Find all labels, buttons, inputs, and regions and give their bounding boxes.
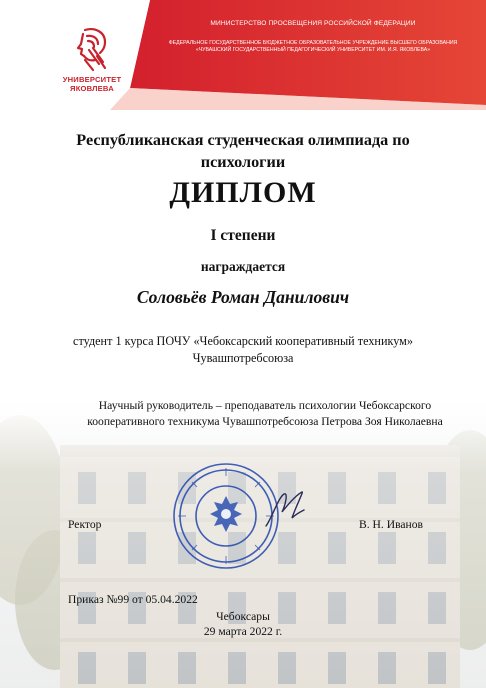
diploma-heading: ДИПЛОМ <box>169 176 317 209</box>
issue-date: 29 марта 2022 г. <box>203 625 283 638</box>
logo-line-2: ЯКОВЛЕВА <box>70 84 114 93</box>
student-line-1: студент 1 курса ПОЧУ «Чебоксарский кооперативный техникум» <box>73 334 413 348</box>
supervisor-line-1: Научный руководитель – преподаватель психологии Чебоксарского <box>98 399 432 412</box>
issue-place-date <box>0 609 486 639</box>
supervisor-line-2: кооперативного техникума Чувашпотребсоюза Петрова Зоя Николаевна <box>87 415 443 428</box>
rector-label: Ректор <box>68 518 102 531</box>
winner-name: Соловьёв Роман Данилович <box>136 287 350 307</box>
order-reference: Приказ №99 от 05.04.2022 <box>68 593 198 606</box>
ministry-title: МИНИСТЕРСТВО ПРОСВЕЩЕНИЯ РОССИЙСКОЙ ФЕДЕРАЦИИ <box>210 20 416 27</box>
rector-signature <box>262 488 308 532</box>
rector-name: В. Н. Иванов <box>359 518 424 531</box>
supervisor-info <box>70 398 460 430</box>
yakovlev-profile-icon <box>71 26 113 72</box>
university-logo-text <box>60 75 124 93</box>
logo-line-1: УНИВЕРСИТЕТ <box>62 75 122 84</box>
institution-line-1: ФЕДЕРАЛЬНОЕ ГОСУДАРСТВЕННОЕ БЮДЖЕТНОЕ ОБРАЗОВАТЕЛЬНОЕ УЧРЕЖДЕНИЕ ВЫСШЕГО ОБРАЗОВАНИЯ <box>168 40 458 46</box>
university-logo <box>60 26 124 93</box>
student-info <box>40 333 446 367</box>
issue-city: Чебоксары <box>216 610 270 623</box>
institution-line-2: «ЧУВАШСКИЙ ГОСУДАРСТВЕННЫЙ ПЕДАГОГИЧЕСКИЙ УНИВЕРСИТЕТ ИМ. И.Я. ЯКОВЛЕВА» <box>195 47 431 54</box>
student-line-2: Чувашпотребсоюза <box>192 351 294 365</box>
awarded-label: награждается <box>200 259 286 274</box>
institution-name <box>140 40 486 55</box>
olympiad-title: Республиканская студенческая олимпиада по психологии <box>76 131 410 171</box>
diploma-degree: I степени <box>210 227 276 244</box>
